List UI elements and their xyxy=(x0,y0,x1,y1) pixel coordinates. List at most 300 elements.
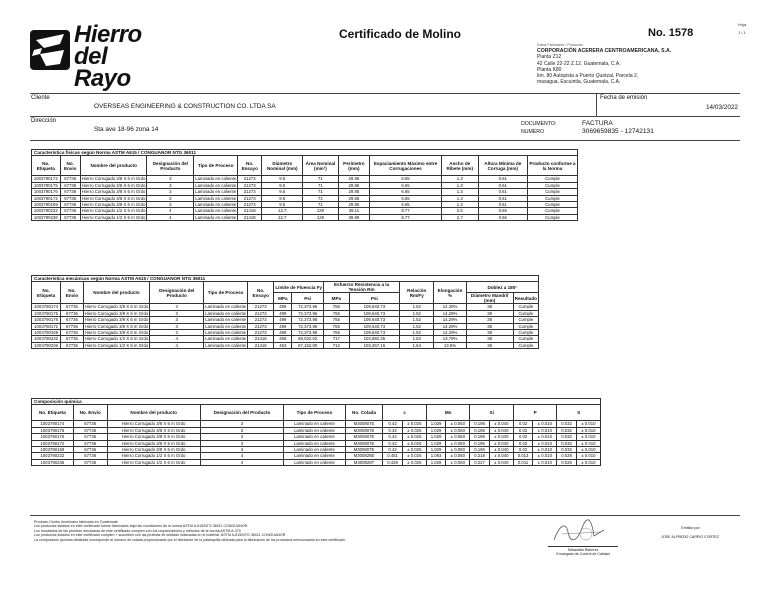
table-cell: 109,640.73 xyxy=(349,304,399,310)
table-cell: Laminado en caliente xyxy=(205,323,247,329)
table-cell: Hierro Corrugado 3/8 X 6 m Grdo xyxy=(107,440,200,446)
signature-role: Encargado de Control de Calidad xyxy=(556,552,610,556)
table-cell: 4 xyxy=(150,336,204,342)
footer-divider xyxy=(30,515,740,516)
column-header: S xyxy=(557,405,601,421)
table-cell: Laminado en caliente xyxy=(195,201,237,207)
page-value: 1 / 1 xyxy=(738,30,746,35)
table-cell: 67736 xyxy=(73,446,107,452)
table-cell: 67736 xyxy=(61,336,83,342)
divider xyxy=(30,140,740,141)
table-cell: 3 xyxy=(147,201,194,207)
table-cell: 39.11 xyxy=(338,208,369,214)
table-cell: 71 xyxy=(303,176,338,182)
table-cell: ± 0.010 xyxy=(576,440,600,446)
table-cell: 9.5 xyxy=(262,195,303,201)
table-cell: Cumple xyxy=(527,214,577,220)
table-cell: ± 0.010 xyxy=(576,434,600,440)
table-cell: Cumple xyxy=(513,329,538,335)
page-title: Certificado de Molino xyxy=(338,27,461,41)
emitted-by-label: Emitido por: xyxy=(681,526,701,530)
table-cell: 3 xyxy=(200,421,284,427)
table-cell: 21273 xyxy=(248,310,274,316)
table-cell: Laminado en caliente xyxy=(195,176,237,182)
table-cell: 72,373.96 xyxy=(292,304,324,310)
table-cell: ± 0.050 xyxy=(446,446,470,452)
table-cell: Hierro Corrugado 3/8 X 6 m Grdo xyxy=(84,317,149,323)
table-cell: 72,373.96 xyxy=(292,310,324,316)
table-cell: ± 0.040 xyxy=(489,434,513,440)
table-cell: 38 xyxy=(466,317,513,323)
table-cell: ± 0.025 xyxy=(402,434,426,440)
table-cell: 0.032 xyxy=(557,446,576,452)
table-cell: 67736 xyxy=(61,310,83,316)
table-cell: 1.029 xyxy=(426,434,445,440)
table-cell: 0.61 xyxy=(478,201,527,207)
table-cell: 29.85 xyxy=(338,201,369,207)
table-cell: 3 xyxy=(147,195,194,201)
table-cell: Laminado en caliente xyxy=(205,329,247,335)
table-cell: 1.029 xyxy=(426,459,445,465)
signature-name: Sebastián Ramírez xyxy=(567,548,599,552)
table-cell: 67736 xyxy=(60,214,80,220)
table-cell: Cumple xyxy=(527,195,577,201)
table-cell: 6.65 xyxy=(370,182,442,188)
divider xyxy=(30,93,740,94)
table-cell: 38 xyxy=(466,336,513,342)
table-cell: 67736 xyxy=(61,342,83,348)
table-cell: Cumple xyxy=(527,189,577,195)
table-cell: 0.028 xyxy=(557,453,576,459)
table-cell: ± 0.010 xyxy=(576,427,600,433)
column-header: Si xyxy=(470,405,514,421)
table-cell: 71 xyxy=(303,189,338,195)
table-cell: 29.85 xyxy=(338,176,369,182)
table-cell: Hierro Corrugado 3/8 X 6 m Grdo xyxy=(81,195,146,201)
table-cell: 67736 xyxy=(60,176,80,182)
table-cell: 8.77 xyxy=(370,214,442,220)
table-cell: 755 xyxy=(324,304,350,310)
table-cell: 1003790236 xyxy=(32,214,61,220)
table-cell: Hierro Corrugado 1/2 X 6 m Grdo xyxy=(84,342,149,348)
column-header: Nombre del producto xyxy=(80,156,147,176)
table-cell: 2.6 xyxy=(441,208,478,214)
table-cell: 13.5% xyxy=(434,342,466,348)
table-cell: 1.52 xyxy=(400,323,434,329)
table-cell: 21273 xyxy=(238,182,262,188)
table-cell: 14.29% xyxy=(434,310,466,316)
table-cell: 3 xyxy=(147,182,194,188)
table-row xyxy=(32,214,578,220)
table-cell: ± 0.040 xyxy=(489,427,513,433)
table-cell: 38 xyxy=(466,329,513,335)
table-cell: Laminado en caliente xyxy=(284,446,345,452)
emitted-by-value: JOSE ALFREDO CARPIO CORTEZ xyxy=(661,535,719,539)
table-cell: 0.032 xyxy=(557,434,576,440)
table-cell: 712 xyxy=(324,342,350,348)
table-cell: Laminado en caliente xyxy=(284,427,345,433)
column-header: Nombre del producto xyxy=(107,405,200,421)
table-cell: Cumple xyxy=(527,208,577,214)
table-cell: 103,267.16 xyxy=(349,342,399,348)
column-header: No. Etiqueta xyxy=(32,282,61,304)
table-cell: 1.3 xyxy=(441,182,478,188)
table-cell: ± 0.010 xyxy=(576,421,600,427)
footer-notes: Producto Centro Americano fabricado en Guatemala Los productos listados en este certificado fueron fabricados bajo las condiciones de la norma ASTM A-615/NTG 36011 CONGUANOR. Los resultados de las pruebas mecánicas de este certificado cumplen con los requerimientos y métodos de la norma ASTM A-370 Los productos listados en este certificado cumplen + suscriben con las pruebas de doblado realizadas en el material. ASTM A-615/NTG 36011 CONGUANOR La composición química detallada corresponde al número de colada proporcionado por el fabricante de la palanquilla utilizada para la fabricación de los productos mencionados en este certificado. xyxy=(34,520,346,542)
table-cell: M300828T xyxy=(345,459,383,465)
table-cell: ± 0.040 xyxy=(489,446,513,452)
table-cell: 3 xyxy=(150,317,204,323)
column-header: No. Ensayo xyxy=(248,282,274,304)
table-cell: 38 xyxy=(466,304,513,310)
table-cell: ± 0.025 xyxy=(402,446,426,452)
table-cell: ± 0.025 xyxy=(402,459,426,465)
table-cell: 3 xyxy=(150,329,204,335)
physical-table xyxy=(31,149,578,221)
table-cell: 0.61 xyxy=(478,176,527,182)
sub-column-header: Resultado xyxy=(513,293,538,304)
table-cell: 1.029 xyxy=(426,446,445,452)
table-cell: 0.451 xyxy=(383,453,402,459)
table-cell: 1003790175 xyxy=(32,427,74,433)
table-cell: 29.85 xyxy=(338,195,369,201)
column-header: Tipo de Proceso xyxy=(204,282,248,304)
table-cell: ± 0.010 xyxy=(576,459,600,465)
table-cell: 1003790172 xyxy=(32,195,61,201)
table-cell: 129 xyxy=(303,214,338,220)
table-cell: 1003790174 xyxy=(32,176,61,182)
table-cell: Cumple xyxy=(513,336,538,342)
table-cell: 0.196 xyxy=(470,440,489,446)
sub-column-header: MPa xyxy=(274,293,292,304)
column-header: P xyxy=(513,405,557,421)
table-cell: 755 xyxy=(324,317,350,323)
table-cell: 463 xyxy=(274,342,292,348)
table-cell: 1.093 xyxy=(426,453,445,459)
table-cell: 21418 xyxy=(248,342,274,348)
table-cell: 67736 xyxy=(73,421,107,427)
table-cell: 3 xyxy=(200,440,284,446)
table-cell: 29.85 xyxy=(338,189,369,195)
table-cell: ± 0.025 xyxy=(402,453,426,459)
column-header: Tipo de Proceso xyxy=(284,405,345,421)
table-cell: 21273 xyxy=(238,201,262,207)
table-cell: 21273 xyxy=(248,323,274,329)
table-cell: 6.65 xyxy=(370,176,442,182)
table-cell: 72,373.96 xyxy=(292,317,324,323)
table-cell: 109,640.73 xyxy=(349,317,399,323)
table-cell: 129 xyxy=(303,208,338,214)
table-cell: 1.52 xyxy=(400,329,434,335)
table-cell: 14.29% xyxy=(434,323,466,329)
table-cell: 1.52 xyxy=(400,310,434,316)
table-cell: ± 0.050 xyxy=(446,421,470,427)
table-cell: ± 0.010 xyxy=(533,446,557,452)
table-cell: M300807E xyxy=(345,434,383,440)
table-cell: 39.89 xyxy=(338,214,369,220)
table-cell: M300807E xyxy=(345,427,383,433)
table-cell: 8.77 xyxy=(370,208,442,214)
table-cell: ± 0.050 xyxy=(446,459,470,465)
table-cell: 499 xyxy=(274,317,292,323)
table-cell: 1003790169 xyxy=(32,329,61,335)
table-cell: 1003790236 xyxy=(32,459,74,465)
table-cell: 4 xyxy=(200,453,284,459)
column-header: Mn xyxy=(426,405,470,421)
emission-date: 14/03/2022 xyxy=(706,104,738,111)
column-header: No. Envio xyxy=(61,282,83,304)
table-cell: 29.85 xyxy=(338,182,369,188)
table-cell: M300807E xyxy=(345,446,383,452)
table-cell: 1003790175 xyxy=(32,182,61,188)
table-cell: 0.196 xyxy=(470,427,489,433)
table-cell: 21273 xyxy=(238,195,262,201)
table-cell: 0.196 xyxy=(470,434,489,440)
table-cell: 3 xyxy=(200,446,284,452)
column-header: Altura Mínima de Corruga (mm) xyxy=(478,156,527,176)
column-header: Perímetro (mm) xyxy=(338,156,369,176)
number-value: 3069659835 - 12742131 xyxy=(582,128,654,135)
table-cell: Laminado en caliente xyxy=(205,310,247,316)
table-cell: 3 xyxy=(147,189,194,195)
chemical-section-title: Composición química xyxy=(32,399,601,405)
table-cell: Laminado en caliente xyxy=(284,421,345,427)
table-cell: 0.196 xyxy=(470,421,489,427)
address-value: Sta ave 18-96 zona 14 xyxy=(94,126,159,133)
table-cell: 21273 xyxy=(248,329,274,335)
chemical-table xyxy=(31,398,601,466)
table-cell: 9.5 xyxy=(262,201,303,207)
table-cell: 0.66 xyxy=(478,214,527,220)
table-cell: 4 xyxy=(147,214,194,220)
table-cell: 67736 xyxy=(60,201,80,207)
table-cell: 21273 xyxy=(238,189,262,195)
table-cell: Hierro Corrugado 3/8 X 6 m Grdo xyxy=(81,176,146,182)
table-cell: Hierro Corrugado 3/8 X 6 m Grdo xyxy=(107,427,200,433)
table-cell: 1.53 xyxy=(400,336,434,342)
table-cell: Laminado en caliente xyxy=(284,459,345,465)
company-logo xyxy=(30,21,155,92)
column-header: No. Etiqueta xyxy=(32,405,74,421)
table-cell: ± 0.025 xyxy=(402,421,426,427)
table-cell: 0.42 xyxy=(383,434,402,440)
column-header: Designación del Producto xyxy=(200,405,284,421)
table-cell: Laminado en caliente xyxy=(195,195,237,201)
table-cell: 755 xyxy=(324,323,350,329)
table-cell: Cumple xyxy=(527,176,577,182)
table-cell: M300828E xyxy=(345,453,383,459)
table-cell: Hierro Corrugado 1/2 X 6 m Grdo xyxy=(107,459,200,465)
table-cell: Hierro Corrugado 3/8 X 6 m Grdo xyxy=(107,434,200,440)
document-value: FACTURA xyxy=(582,120,613,127)
column-header: No. Envio xyxy=(60,156,80,176)
column-header: No. Colada xyxy=(345,405,383,421)
table-cell: 0.026 xyxy=(557,459,576,465)
table-cell: 67736 xyxy=(61,329,83,335)
table-cell: 3 xyxy=(150,310,204,316)
table-cell: 14.29% xyxy=(434,317,466,323)
table-cell: 0.032 xyxy=(557,427,576,433)
table-cell: 1.3 xyxy=(441,189,478,195)
emission-label: Fecha de emisión xyxy=(600,95,648,101)
signature-line xyxy=(548,546,618,547)
table-cell: ± 0.025 xyxy=(402,427,426,433)
table-cell: 1003790169 xyxy=(32,201,61,207)
table-cell: 3 xyxy=(150,304,204,310)
table-cell: ± 0.010 xyxy=(533,434,557,440)
table-cell: 67736 xyxy=(73,453,107,459)
table-cell: 3 xyxy=(200,434,284,440)
table-cell: 3 xyxy=(147,176,194,182)
table-cell: Laminado en caliente xyxy=(205,317,247,323)
table-cell: 1003790232 xyxy=(32,336,61,342)
table-cell: 0.02 xyxy=(513,440,532,446)
table-cell: 67736 xyxy=(60,182,80,188)
table-cell: 67736 xyxy=(73,434,107,440)
table-cell: 0.02 xyxy=(513,446,532,452)
table-cell: 3 xyxy=(200,427,284,433)
table-cell: 21418 xyxy=(248,336,274,342)
column-header: No. Ensayo xyxy=(238,156,262,176)
sub-column-header: Psi xyxy=(349,293,399,304)
table-cell: 13.79% xyxy=(434,336,466,342)
table-cell: 1003790236 xyxy=(32,342,61,348)
table-cell: 72,373.96 xyxy=(292,323,324,329)
table-cell: 67736 xyxy=(61,304,83,310)
table-cell: ± 0.040 xyxy=(489,421,513,427)
column-header: Nombre del producto xyxy=(83,282,150,304)
table-cell: 1003790169 xyxy=(32,446,74,452)
table-cell: ± 0.010 xyxy=(576,453,600,459)
table-cell: 1.029 xyxy=(426,421,445,427)
table-cell: 0.02 xyxy=(513,427,532,433)
table-cell: 67736 xyxy=(73,427,107,433)
table-cell: 2.7 xyxy=(441,214,478,220)
table-cell: 71 xyxy=(303,182,338,188)
table-cell: 67736 xyxy=(73,459,107,465)
table-cell: 1.029 xyxy=(426,427,445,433)
number-label: NUMERO xyxy=(521,129,545,135)
client-value: OVERSEAS ENGINEERING & CONSTRUCTION CO. LTDA SA xyxy=(94,103,276,110)
table-cell: 0.428 xyxy=(383,459,402,465)
table-cell: Cumple xyxy=(513,304,538,310)
table-cell: Hierro Corrugado 3/8 X 6 m Grdo xyxy=(81,182,146,188)
table-cell: Cumple xyxy=(513,317,538,323)
table-cell: 67736 xyxy=(73,440,107,446)
table-cell: Hierro Corrugado 3/8 X 6 m Grdo xyxy=(84,310,149,316)
table-cell: 12.7 xyxy=(262,208,303,214)
table-cell: 12.7 xyxy=(262,214,303,220)
column-header: c xyxy=(383,405,427,421)
table-cell: 6.65 xyxy=(370,201,442,207)
table-cell: 0.218 xyxy=(470,453,489,459)
table-cell: 1003790175 xyxy=(32,310,61,316)
column-header: Espaciamiento Máximo entre Corrugaciones xyxy=(370,156,442,176)
table-cell: ± 0.025 xyxy=(402,440,426,446)
table-cell: Cumple xyxy=(527,182,577,188)
column-header: Designación del Producto xyxy=(147,156,194,176)
table-cell: 717 xyxy=(324,336,350,342)
table-cell: 1.3 xyxy=(441,201,478,207)
table-cell: ± 0.040 xyxy=(489,440,513,446)
table-cell: Laminado en caliente xyxy=(195,214,237,220)
table-cell: 755 xyxy=(324,329,350,335)
table-cell: 0.227 xyxy=(470,459,489,465)
table-cell: 0.02 xyxy=(513,434,532,440)
table-cell: 14.29% xyxy=(434,329,466,335)
table-cell: 21418 xyxy=(238,208,262,214)
address-label: Dirección xyxy=(31,118,57,124)
table-cell: 1003790176 xyxy=(32,189,61,195)
table-cell: Laminado en caliente xyxy=(205,304,247,310)
table-cell: 21273 xyxy=(248,304,274,310)
table-cell: 71 xyxy=(303,201,338,207)
table-cell: 1003790176 xyxy=(32,317,61,323)
table-cell: 1.54 xyxy=(400,342,434,348)
table-cell: 67736 xyxy=(60,195,80,201)
table-cell: Cumple xyxy=(513,310,538,316)
document-label: DOCUMENTO: xyxy=(521,121,557,127)
sub-column-header: Diámetro Mandril (mm) xyxy=(466,293,513,304)
table-cell: 499 xyxy=(274,304,292,310)
table-cell: 68,022.02 xyxy=(292,336,324,342)
column-header: Diámetro Nominal (mm) xyxy=(262,156,303,176)
table-cell: ± 0.010 xyxy=(533,459,557,465)
table-cell: 755 xyxy=(324,310,350,316)
company-info: Datos Fabricante / Productor CORPORACIÓN ACERERA CENTROAMERICANA, S.A. Planta Z12 42 Calle 22-22 Z.12. Guatemala, C.A. Planta K80 km. 80 Autopista a Puerto Quetzal, Parcela 2, masagua, Escuintla, Guatemala, C.A. xyxy=(537,43,672,86)
table-cell: 109,640.73 xyxy=(349,323,399,329)
table-cell: 9.5 xyxy=(262,176,303,182)
table-cell: 103,992.35 xyxy=(349,336,399,342)
column-header: No. Etiqueta xyxy=(32,156,61,176)
table-cell: 0.61 xyxy=(478,182,527,188)
table-cell: 67736 xyxy=(61,323,83,329)
table-cell: Laminado en caliente xyxy=(284,434,345,440)
table-cell: Hierro Corrugado 1/2 X 6 m Grdo xyxy=(84,336,149,342)
sub-column-header: Psi xyxy=(292,293,324,304)
client-label: Cliente xyxy=(31,95,50,101)
column-header: Tipo de Proceso xyxy=(194,156,238,176)
table-cell: 1003790174 xyxy=(32,421,74,427)
divider xyxy=(30,116,740,117)
table-cell: 109,640.73 xyxy=(349,310,399,316)
table-cell: 499 xyxy=(274,310,292,316)
table-cell: ± 0.010 xyxy=(576,446,600,452)
table-cell: 21418 xyxy=(238,214,262,220)
sub-column-header: MPa xyxy=(324,293,350,304)
table-cell: Cumple xyxy=(527,201,577,207)
table-cell: 1003790174 xyxy=(32,304,61,310)
table-cell: 109,640.73 xyxy=(349,329,399,335)
table-cell: 67,152.00 xyxy=(292,342,324,348)
table-cell: Laminado en caliente xyxy=(205,342,247,348)
column-header: Relación Rm/Fy xyxy=(400,282,434,304)
table-cell: 9.5 xyxy=(262,182,303,188)
table-cell: 14.29% xyxy=(434,304,466,310)
table-cell: 67736 xyxy=(60,208,80,214)
table-cell: 38 xyxy=(466,323,513,329)
table-cell: 9.5 xyxy=(262,189,303,195)
table-cell: ± 0.040 xyxy=(489,453,513,459)
logo-mark-icon xyxy=(30,30,70,70)
table-cell: ± 0.010 xyxy=(533,453,557,459)
mechanical-section-title: Característica mecánicas según Norma ASTM A615 / CONGUANOR NTG 36011 xyxy=(32,276,539,282)
table-cell: 1003790172 xyxy=(32,440,74,446)
table-cell: 1.3 xyxy=(441,176,478,182)
table-cell: Cumple xyxy=(513,323,538,329)
column-header: Elongación % xyxy=(434,282,466,304)
table-cell: ± 0.050 xyxy=(446,434,470,440)
